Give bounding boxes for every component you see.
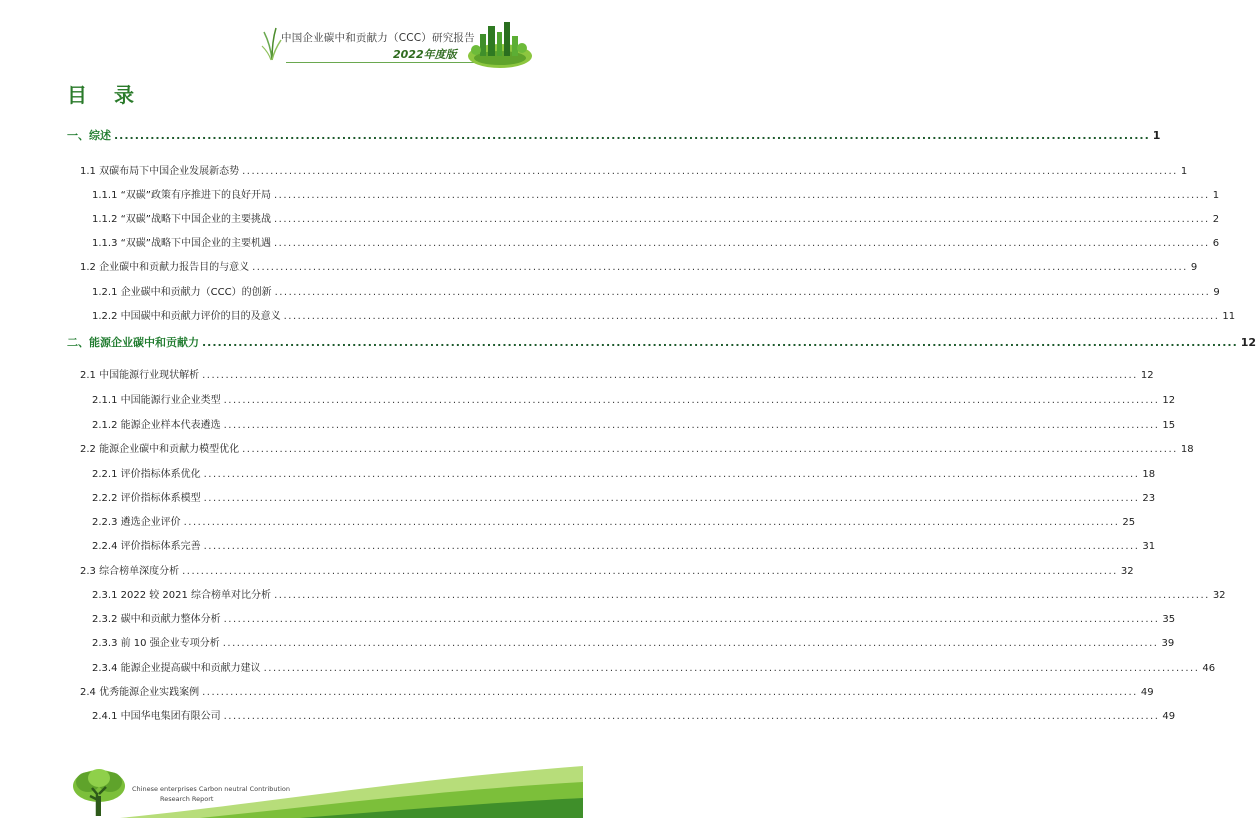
toc-entry-label: 1.1.2 “双碳”战略下中国企业的主要挑战 <box>92 214 271 225</box>
toc-entry-page: 46 <box>1202 663 1216 674</box>
toc-entry-page: 12 <box>1162 395 1176 406</box>
toc-leader-dots: ........................................................................................................................................................................................................ <box>182 566 1118 577</box>
toc-entry-page: 1 <box>1212 190 1220 201</box>
toc-entry[interactable] <box>80 683 1154 698</box>
toc-entry[interactable] <box>92 391 1176 406</box>
toc-entry[interactable] <box>92 465 1156 480</box>
toc-entry[interactable] <box>80 440 1194 455</box>
toc-leader-dots: ........................................................................................................................................................................................................ <box>202 687 1138 698</box>
toc-entry[interactable] <box>92 416 1176 431</box>
toc-entry-label: 2.3.2 碳中和贡献力整体分析 <box>92 614 221 625</box>
green-city-leaf-icon <box>466 20 532 70</box>
footer-line-2: Research Report <box>160 795 214 803</box>
toc-entry-label: 2.3.1 2022 较 2021 综合榜单对比分析 <box>92 590 272 601</box>
toc-leader-dots: ........................................................................................................................................................................................................ <box>114 129 1150 142</box>
tree-icon <box>70 768 128 816</box>
toc-entry-page: 25 <box>1122 517 1136 528</box>
toc-entry-label: 1.2.1 企业碳中和贡献力（CCC）的创新 <box>92 287 272 298</box>
toc-entry-page: 1 <box>1180 166 1188 177</box>
toc-entry-page: 9 <box>1213 287 1220 298</box>
toc-entry-page: 31 <box>1142 541 1156 552</box>
toc-leader-dots: ........................................................................................................................................................................................................ <box>263 663 1200 674</box>
toc-entry-page: 39 <box>1161 638 1175 649</box>
footer-text <box>132 784 290 804</box>
toc-entry-label: 一、综述 <box>67 129 111 142</box>
toc-entry[interactable] <box>92 210 1220 225</box>
toc-entry-label: 二、能源企业碳中和贡献力 <box>67 336 199 349</box>
toc-entry[interactable] <box>92 307 1236 322</box>
toc-entry-label: 2.2.3 遴选企业评价 <box>92 517 181 528</box>
toc-entry-page: 6 <box>1212 238 1220 249</box>
toc-entry-page: 1 <box>1152 129 1161 142</box>
toc-entry-page: 11 <box>1222 311 1236 322</box>
toc-entry-page: 18 <box>1180 444 1194 455</box>
toc-leader-dots: ........................................................................................................................................................................................................ <box>273 190 1210 201</box>
toc-entry[interactable] <box>92 537 1156 552</box>
toc-leader-dots: ........................................................................................................................................................................................................ <box>274 590 1210 601</box>
toc-entry[interactable] <box>80 162 1188 177</box>
toc-leader-dots: ........................................................................................................................................................................................................ <box>242 166 1178 177</box>
toc-entry-page: 15 <box>1162 420 1176 431</box>
toc-entry-page: 9 <box>1190 262 1198 273</box>
toc-entry-label: 2.2.4 评价指标体系完善 <box>92 541 201 552</box>
toc-leader-dots: ........................................................................................................................................................................................................ <box>283 311 1220 322</box>
toc-entry[interactable] <box>67 127 1161 143</box>
toc-leader-dots: ........................................................................................................................................................................................................ <box>183 517 1120 528</box>
toc-entry-label: 2.1.2 能源企业样本代表遴选 <box>92 420 221 431</box>
toc-leader-dots: ........................................................................................................................................................................................................ <box>202 370 1138 381</box>
header-divider <box>286 62 476 63</box>
toc-entry-label: 1.1.3 “双碳”战略下中国企业的主要机遇 <box>92 238 271 249</box>
toc-entry-label: 2.3.3 前 10 强企业专项分析 <box>92 638 220 649</box>
toc-leader-dots: ........................................................................................................................................................................................................ <box>273 214 1210 225</box>
toc-entry-label: 1.1 双碳布局下中国企业发展新态势 <box>80 166 240 177</box>
toc-entry[interactable] <box>92 513 1136 528</box>
toc-entry-label: 2.3.4 能源企业提高碳中和贡献力建议 <box>92 663 261 674</box>
toc-entry[interactable] <box>80 258 1198 273</box>
toc-entry-label: 2.2.1 评价指标体系优化 <box>92 469 201 480</box>
grass-icon <box>262 26 282 60</box>
toc-entry-page: 49 <box>1162 711 1176 722</box>
toc-leader-dots: ........................................................................................................................................................................................................ <box>223 395 1160 406</box>
toc-leader-dots: ........................................................................................................................................................................................................ <box>223 711 1160 722</box>
toc-entry-label: 1.2 企业碳中和贡献力报告目的与意义 <box>80 262 250 273</box>
toc-entry[interactable] <box>92 489 1156 504</box>
toc-entry-page: 23 <box>1142 493 1156 504</box>
toc-entry[interactable] <box>92 283 1220 298</box>
toc-leader-dots: ........................................................................................................................................................................................................ <box>203 493 1140 504</box>
toc-entry-page: 49 <box>1140 687 1154 698</box>
toc-entry[interactable] <box>92 610 1176 625</box>
toc-entry[interactable] <box>67 334 1256 350</box>
toc-entry-label: 2.1.1 中国能源行业企业类型 <box>92 395 221 406</box>
toc-entry-label: 2.4.1 中国华电集团有限公司 <box>92 711 221 722</box>
toc-leader-dots: ........................................................................................................................................................................................................ <box>202 336 1238 349</box>
toc-entry-label: 2.2 能源企业碳中和贡献力模型优化 <box>80 444 240 455</box>
toc-entry-page: 12 <box>1140 370 1154 381</box>
toc-entry-page: 32 <box>1212 590 1226 601</box>
toc-entry-label: 2.3 综合榜单深度分析 <box>80 566 180 577</box>
toc-leader-dots: ........................................................................................................................................................................................................ <box>223 420 1160 431</box>
toc-entry-page: 18 <box>1142 469 1156 480</box>
toc-leader-dots: ........................................................................................................................................................................................................ <box>222 638 1159 649</box>
toc-entry[interactable] <box>92 586 1226 601</box>
header-subtitle: 2022年度版 <box>393 48 457 61</box>
header-title: 中国企业碳中和贡献力（CCC）研究报告 <box>281 32 475 44</box>
toc-entry[interactable] <box>92 234 1220 249</box>
toc-entry-page: 12 <box>1240 336 1256 349</box>
toc-entry-label: 2.1 中国能源行业现状解析 <box>80 370 200 381</box>
toc-entry-page: 32 <box>1120 566 1134 577</box>
toc-leader-dots: ........................................................................................................................................................................................................ <box>223 614 1160 625</box>
toc-leader-dots: ........................................................................................................................................................................................................ <box>274 287 1211 298</box>
toc-entry-label: 1.1.1 “双碳”政策有序推进下的良好开局 <box>92 190 271 201</box>
footer-line-1: Chinese enterprises Carbon neutral Contribution <box>132 785 290 793</box>
toc-entry[interactable] <box>80 562 1134 577</box>
toc-leader-dots: ........................................................................................................................................................................................................ <box>203 541 1140 552</box>
toc-entry-label: 2.4 优秀能源企业实践案例 <box>80 687 200 698</box>
toc-entry-page: 35 <box>1162 614 1176 625</box>
toc-entry-label: 2.2.2 评价指标体系模型 <box>92 493 201 504</box>
toc-entry[interactable] <box>80 366 1154 381</box>
toc-leader-dots: ........................................................................................................................................................................................................ <box>273 238 1210 249</box>
toc-entry[interactable] <box>92 707 1176 722</box>
page-title: 目 录 <box>67 83 144 107</box>
toc-leader-dots: ........................................................................................................................................................................................................ <box>242 444 1178 455</box>
toc-entry[interactable] <box>92 634 1175 649</box>
toc-entry-label: 1.2.2 中国碳中和贡献力评价的目的及意义 <box>92 311 281 322</box>
toc-leader-dots: ........................................................................................................................................................................................................ <box>203 469 1140 480</box>
toc-leader-dots: ........................................................................................................................................................................................................ <box>252 262 1188 273</box>
toc-entry[interactable] <box>92 659 1216 674</box>
toc-entry-page: 2 <box>1212 214 1220 225</box>
toc-entry[interactable] <box>92 186 1220 201</box>
